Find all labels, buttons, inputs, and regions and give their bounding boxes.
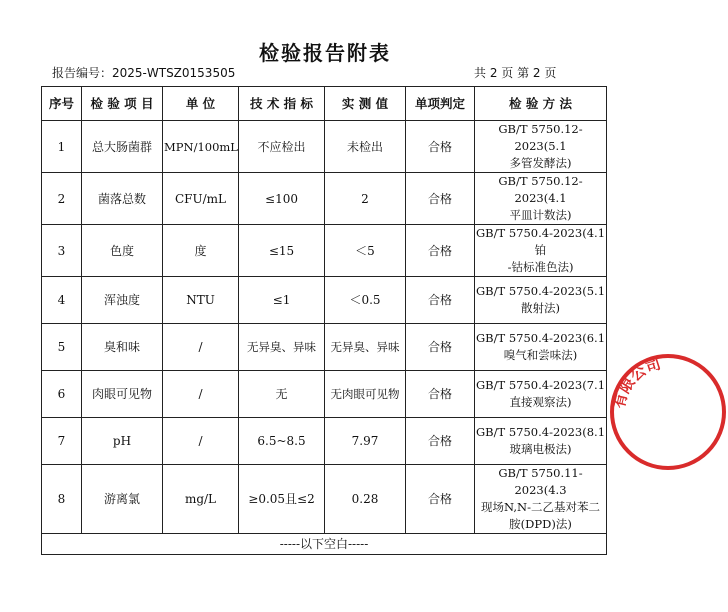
row-item: pH (82, 418, 163, 465)
table-row (42, 465, 607, 534)
row-standard: ≤1 (239, 277, 325, 324)
row-item: 浑浊度 (82, 277, 163, 324)
row-no: 5 (42, 324, 82, 371)
row-standard: ≤100 (239, 173, 325, 225)
method-line: 现场N,N-二乙基对苯二 (481, 500, 600, 514)
method-line: GB/T 5750.4-2023(7.1 (476, 378, 606, 392)
row-method (475, 465, 607, 534)
method-line: GB/T 5750.4-2023(4.1铂 (476, 226, 606, 257)
table-row (42, 121, 607, 173)
row-verdict: 合格 (406, 277, 475, 324)
row-standard: ≤15 (239, 225, 325, 277)
results-table (41, 86, 607, 555)
header-method: 检 验 方 法 (475, 87, 607, 121)
row-standard: 不应检出 (239, 121, 325, 173)
row-item: 菌落总数 (82, 173, 163, 225)
row-no: 1 (42, 121, 82, 173)
table-row (42, 173, 607, 225)
row-no: 2 (42, 173, 82, 225)
header-no: 序号 (42, 87, 82, 121)
row-item: 臭和味 (82, 324, 163, 371)
row-measured: 0.28 (325, 465, 406, 534)
row-verdict: 合格 (406, 418, 475, 465)
table-footer-row (42, 534, 607, 555)
row-measured: 7.97 (325, 418, 406, 465)
header-verdict: 单项判定 (406, 87, 475, 121)
row-standard: 无异臭、异味 (239, 324, 325, 371)
table-header-row (42, 87, 607, 121)
method-line: GB/T 5750.12-2023(4.1 (498, 174, 583, 205)
row-method (475, 418, 607, 465)
method-line: 玻璃电极法) (509, 442, 572, 456)
row-method (475, 121, 607, 173)
row-method (475, 371, 607, 418)
row-method (475, 173, 607, 225)
row-measured: ＜0.5 (325, 277, 406, 324)
company-seal-stamp (608, 352, 728, 472)
header-standard: 技 术 指 标 (239, 87, 325, 121)
row-no: 6 (42, 371, 82, 418)
blank-below-note: -----以下空白----- (42, 534, 607, 555)
row-item: 色度 (82, 225, 163, 277)
table-row (42, 225, 607, 277)
method-line: 直接观察法) (509, 395, 572, 409)
row-unit: 度 (163, 225, 239, 277)
seal-text: 有限公司 (609, 354, 663, 411)
method-line: 嗅气和尝味法) (503, 348, 578, 362)
row-unit: / (163, 418, 239, 465)
document-title: 检验报告附表 (259, 41, 391, 65)
header-measured: 实 测 值 (325, 87, 406, 121)
row-item: 游离氯 (82, 465, 163, 534)
row-verdict: 合格 (406, 371, 475, 418)
row-unit: / (163, 371, 239, 418)
row-item: 肉眼可见物 (82, 371, 163, 418)
row-measured: 未检出 (325, 121, 406, 173)
table-row (42, 371, 607, 418)
method-line: 散射法) (521, 301, 560, 315)
page-info: 共 2 页 第 2 页 (474, 66, 557, 80)
row-standard: ≥0.05且≤2 (239, 465, 325, 534)
row-unit: CFU/mL (163, 173, 239, 225)
method-line: GB/T 5750.12-2023(5.1 (498, 122, 583, 153)
row-measured: 无肉眼可见物 (325, 371, 406, 418)
method-line: GB/T 5750.4-2023(5.1 (476, 284, 606, 298)
method-line: GB/T 5750.4-2023(8.1 (476, 425, 606, 439)
method-line: GB/T 5750.11-2023(4.3 (498, 466, 583, 497)
row-no: 4 (42, 277, 82, 324)
table-row (42, 418, 607, 465)
method-line: GB/T 5750.4-2023(6.1 (476, 331, 606, 345)
row-unit: MPN/100mL (163, 121, 239, 173)
row-no: 7 (42, 418, 82, 465)
row-no: 8 (42, 465, 82, 534)
row-verdict: 合格 (406, 465, 475, 534)
row-measured: ＜5 (325, 225, 406, 277)
row-verdict: 合格 (406, 121, 475, 173)
row-unit: mg/L (163, 465, 239, 534)
table-row (42, 277, 607, 324)
report-number: 报告编号：2025-WTSZ0153505 (52, 66, 236, 80)
method-line: 多管发酵法) (509, 156, 572, 170)
row-verdict: 合格 (406, 173, 475, 225)
row-measured: 无异臭、异味 (325, 324, 406, 371)
row-no: 3 (42, 225, 82, 277)
row-verdict: 合格 (406, 225, 475, 277)
method-line: 平皿计数法) (509, 208, 572, 222)
row-method (475, 225, 607, 277)
row-standard: 无 (239, 371, 325, 418)
row-item: 总大肠菌群 (82, 121, 163, 173)
header-unit: 单 位 (163, 87, 239, 121)
table-row (42, 324, 607, 371)
method-line: -钴标准色法) (507, 260, 574, 274)
row-measured: 2 (325, 173, 406, 225)
row-standard: 6.5~8.5 (239, 418, 325, 465)
header-item: 检 验 项 目 (82, 87, 163, 121)
method-line: 胺(DPD)法) (509, 517, 572, 531)
row-verdict: 合格 (406, 324, 475, 371)
row-unit: NTU (163, 277, 239, 324)
row-method (475, 277, 607, 324)
row-unit: / (163, 324, 239, 371)
row-method (475, 324, 607, 371)
